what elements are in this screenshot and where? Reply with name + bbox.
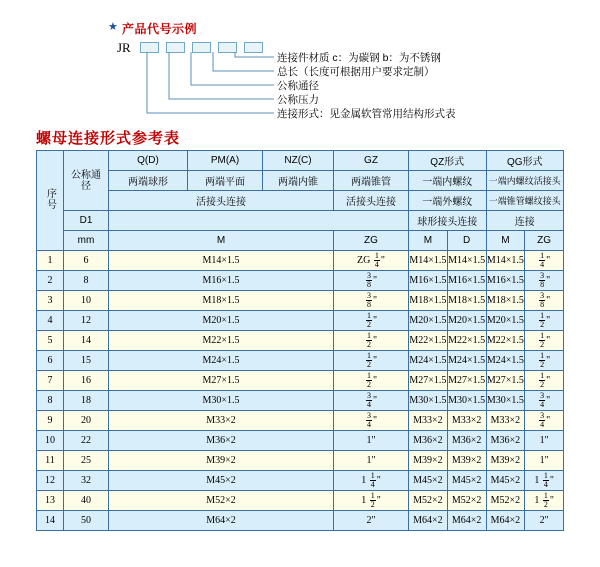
row-nominal-diameter: 10	[64, 291, 109, 311]
header-group-nzc: NZ(C)	[263, 151, 334, 171]
row-m-thread: M14×1.5	[109, 251, 334, 271]
row-qg-m: M18×1.5	[486, 291, 525, 311]
row-zg-thread: $\frac{3}{8}$ "	[334, 271, 409, 291]
row-m-thread: M24×1.5	[109, 351, 334, 371]
row-serial: 11	[37, 451, 64, 471]
row-qg-zg: $\frac{3}{8}$ "	[525, 271, 564, 291]
table-header-row-3	[37, 191, 564, 211]
row-serial: 6	[37, 351, 64, 371]
row-qg-zg: $\frac{3}{4}$ "	[525, 411, 564, 431]
header-gz-connection: 活接头连接	[334, 191, 409, 211]
row-nominal-diameter: 14	[64, 331, 109, 351]
row-qz-m: M22×1.5	[409, 331, 448, 351]
header-serial: 序号	[37, 151, 64, 251]
row-m-thread: M16×1.5	[109, 271, 334, 291]
header-unit-qz-d: D	[447, 231, 486, 251]
row-nominal-diameter: 15	[64, 351, 109, 371]
row-qz-d: M14×1.5	[447, 251, 486, 271]
table-head	[37, 151, 564, 251]
row-qg-m: M64×2	[486, 511, 525, 531]
row-qz-m: M16×1.5	[409, 271, 448, 291]
header-unit-qg-zg: ZG	[525, 231, 564, 251]
nut-connection-table	[36, 150, 564, 531]
row-serial: 12	[37, 471, 64, 491]
legend-item-connection-type: 连接形式：见金属软管常用结构形式表	[277, 108, 456, 120]
row-qg-zg: $\frac{3}{4}$ "	[525, 391, 564, 411]
legend-item-nominal-pressure: 公称压力	[277, 94, 319, 106]
row-serial: 10	[37, 431, 64, 451]
header-unit-mm: mm	[64, 231, 109, 251]
table-row	[37, 351, 564, 371]
star-icon: ★	[108, 21, 118, 33]
table-row	[37, 471, 564, 491]
row-qz-m: M14×1.5	[409, 251, 448, 271]
row-zg-thread: ZG $\frac{1}{4}$ "	[334, 251, 409, 271]
row-nominal-diameter: 40	[64, 491, 109, 511]
table-title: 螺母连接形式参考表	[36, 130, 181, 147]
table-row	[37, 251, 564, 271]
header-nzc-desc: 两端内锥	[263, 171, 334, 191]
header-qg-thread: 一端锥管螺纹接头	[486, 191, 564, 211]
row-qg-m: M36×2	[486, 431, 525, 451]
header-unit-qg-m: M	[486, 231, 525, 251]
row-qg-zg: 1"	[525, 451, 564, 471]
row-serial: 13	[37, 491, 64, 511]
row-zg-thread: $\frac{3}{4}$ "	[334, 391, 409, 411]
header-unit-qz-m: M	[409, 231, 448, 251]
table-header-row-4	[37, 211, 564, 231]
table-body	[37, 251, 564, 531]
header-qg-connect: 连接	[486, 211, 564, 231]
row-m-thread: M39×2	[109, 451, 334, 471]
row-qg-m: M33×2	[486, 411, 525, 431]
row-qz-m: M33×2	[409, 411, 448, 431]
row-qg-m: M24×1.5	[486, 351, 525, 371]
row-qz-m: M18×1.5	[409, 291, 448, 311]
row-nominal-diameter: 25	[64, 451, 109, 471]
header-unit-m: M	[109, 231, 334, 251]
row-zg-thread: $\frac{1}{2}$ "	[334, 331, 409, 351]
table-row	[37, 391, 564, 411]
row-qg-zg: $\frac{1}{2}$ "	[525, 371, 564, 391]
row-m-thread: M20×1.5	[109, 311, 334, 331]
legend-item-nominal-diameter: 公称通径	[277, 80, 319, 92]
row-qz-m: M24×1.5	[409, 351, 448, 371]
row-qg-m: M16×1.5	[486, 271, 525, 291]
row-qg-m: M30×1.5	[486, 391, 525, 411]
row-nominal-diameter: 18	[64, 391, 109, 411]
row-m-thread: M30×1.5	[109, 391, 334, 411]
code-prefix: JR	[117, 40, 131, 55]
header-unit-zg: ZG	[334, 231, 409, 251]
header-group-qg: QG形式	[486, 151, 564, 171]
row-serial: 8	[37, 391, 64, 411]
row-qz-m: M52×2	[409, 491, 448, 511]
row-qg-zg: 1 $\frac{1}{2}$ "	[525, 491, 564, 511]
row-qg-zg: 2"	[525, 511, 564, 531]
row-qz-m: M20×1.5	[409, 311, 448, 331]
row-serial: 14	[37, 511, 64, 531]
table-row	[37, 511, 564, 531]
table-row	[37, 451, 564, 471]
row-qg-zg: 1"	[525, 431, 564, 451]
row-qz-m: M39×2	[409, 451, 448, 471]
row-zg-thread: 1"	[334, 451, 409, 471]
row-qg-m: M45×2	[486, 471, 525, 491]
row-nominal-diameter: 32	[64, 471, 109, 491]
row-nominal-diameter: 50	[64, 511, 109, 531]
table-row	[37, 331, 564, 351]
row-serial: 3	[37, 291, 64, 311]
row-qz-m: M64×2	[409, 511, 448, 531]
table-row	[37, 491, 564, 511]
row-zg-thread: 1"	[334, 431, 409, 451]
legend-item-length: 总长（长度可根据用户要求定制）	[277, 66, 435, 78]
row-qg-zg: $\frac{1}{2}$ "	[525, 331, 564, 351]
table-row	[37, 311, 564, 331]
row-qz-d: M39×2	[447, 451, 486, 471]
row-qg-m: M39×2	[486, 451, 525, 471]
header-qz-ball: 球形接头连接	[409, 211, 487, 231]
row-qg-zg: $\frac{1}{4}$ "	[525, 251, 564, 271]
row-serial: 7	[37, 371, 64, 391]
header-gz-desc: 两端锥管	[334, 171, 409, 191]
row-qg-m: M52×2	[486, 491, 525, 511]
row-m-thread: M64×2	[109, 511, 334, 531]
row-qz-d: M22×1.5	[447, 331, 486, 351]
row-m-thread: M33×2	[109, 411, 334, 431]
row-nominal-diameter: 8	[64, 271, 109, 291]
header-union-connection: 活接头连接	[109, 191, 334, 211]
row-nominal-diameter: 16	[64, 371, 109, 391]
table-header-row-1	[37, 151, 564, 171]
row-m-thread: M27×1.5	[109, 371, 334, 391]
table-row	[37, 411, 564, 431]
row-qg-zg: $\frac{3}{8}$ "	[525, 291, 564, 311]
table-header-row-5	[37, 231, 564, 251]
row-qz-d: M36×2	[447, 431, 486, 451]
row-serial: 9	[37, 411, 64, 431]
row-qz-d: M52×2	[447, 491, 486, 511]
header-qd-desc: 两端球形	[109, 171, 188, 191]
header-group-qd: Q(D)	[109, 151, 188, 171]
row-nominal-diameter: 12	[64, 311, 109, 331]
row-qg-zg: 1 $\frac{1}{4}$ "	[525, 471, 564, 491]
row-qz-d: M16×1.5	[447, 271, 486, 291]
row-zg-thread: 2"	[334, 511, 409, 531]
row-qz-d: M27×1.5	[447, 371, 486, 391]
row-qz-d: M33×2	[447, 411, 486, 431]
header-group-pma: PM(A)	[188, 151, 263, 171]
header-group-gz: GZ	[334, 151, 409, 171]
row-zg-thread: $\frac{3}{4}$ "	[334, 411, 409, 431]
diagram-title: 产品代号示例	[122, 22, 198, 36]
legend-item-material: 连接件材质 c：为碳钢 b：为不锈钢	[277, 52, 441, 64]
header-qz-desc: 一端内螺纹	[409, 171, 487, 191]
row-qz-d: M24×1.5	[447, 351, 486, 371]
row-nominal-diameter: 6	[64, 251, 109, 271]
row-zg-thread: $\frac{3}{8}$ "	[334, 291, 409, 311]
header-nominal-diameter: 公称通径	[64, 151, 109, 211]
table-row	[37, 431, 564, 451]
row-qz-d: M64×2	[447, 511, 486, 531]
product-code-diagram	[0, 0, 600, 118]
header-d1: D1	[64, 211, 109, 231]
row-qz-m: M27×1.5	[409, 371, 448, 391]
table-row	[37, 271, 564, 291]
row-nominal-diameter: 22	[64, 431, 109, 451]
header-pma-desc: 两端平面	[188, 171, 263, 191]
row-zg-thread: 1 $\frac{1}{4}$ "	[334, 471, 409, 491]
row-qg-m: M20×1.5	[486, 311, 525, 331]
header-group-qz: QZ形式	[409, 151, 487, 171]
row-m-thread: M45×2	[109, 471, 334, 491]
row-m-thread: M18×1.5	[109, 291, 334, 311]
row-qz-d: M18×1.5	[447, 291, 486, 311]
row-zg-thread: $\frac{1}{2}$ "	[334, 351, 409, 371]
row-zg-thread: $\frac{1}{2}$ "	[334, 311, 409, 331]
table-row	[37, 291, 564, 311]
header-qg-desc: 一端内螺纹活接头	[486, 171, 564, 191]
row-qg-m: M27×1.5	[486, 371, 525, 391]
row-qg-m: M22×1.5	[486, 331, 525, 351]
row-qg-zg: $\frac{1}{2}$ "	[525, 311, 564, 331]
row-serial: 1	[37, 251, 64, 271]
row-serial: 5	[37, 331, 64, 351]
row-m-thread: M22×1.5	[109, 331, 334, 351]
row-qz-m: M45×2	[409, 471, 448, 491]
row-zg-thread: 1 $\frac{1}{2}$ "	[334, 491, 409, 511]
row-serial: 4	[37, 311, 64, 331]
row-qz-d: M45×2	[447, 471, 486, 491]
row-m-thread: M36×2	[109, 431, 334, 451]
row-zg-thread: $\frac{1}{2}$ "	[334, 371, 409, 391]
table-row	[37, 371, 564, 391]
row-qz-d: M20×1.5	[447, 311, 486, 331]
row-qz-m: M36×2	[409, 431, 448, 451]
header-blank-1	[109, 211, 409, 231]
row-nominal-diameter: 20	[64, 411, 109, 431]
row-qz-m: M30×1.5	[409, 391, 448, 411]
row-m-thread: M52×2	[109, 491, 334, 511]
header-qz-thread: 一端外螺纹	[409, 191, 487, 211]
row-qg-zg: $\frac{1}{2}$ "	[525, 351, 564, 371]
table-header-row-2	[37, 171, 564, 191]
row-qz-d: M30×1.5	[447, 391, 486, 411]
row-qg-m: M14×1.5	[486, 251, 525, 271]
row-serial: 2	[37, 271, 64, 291]
